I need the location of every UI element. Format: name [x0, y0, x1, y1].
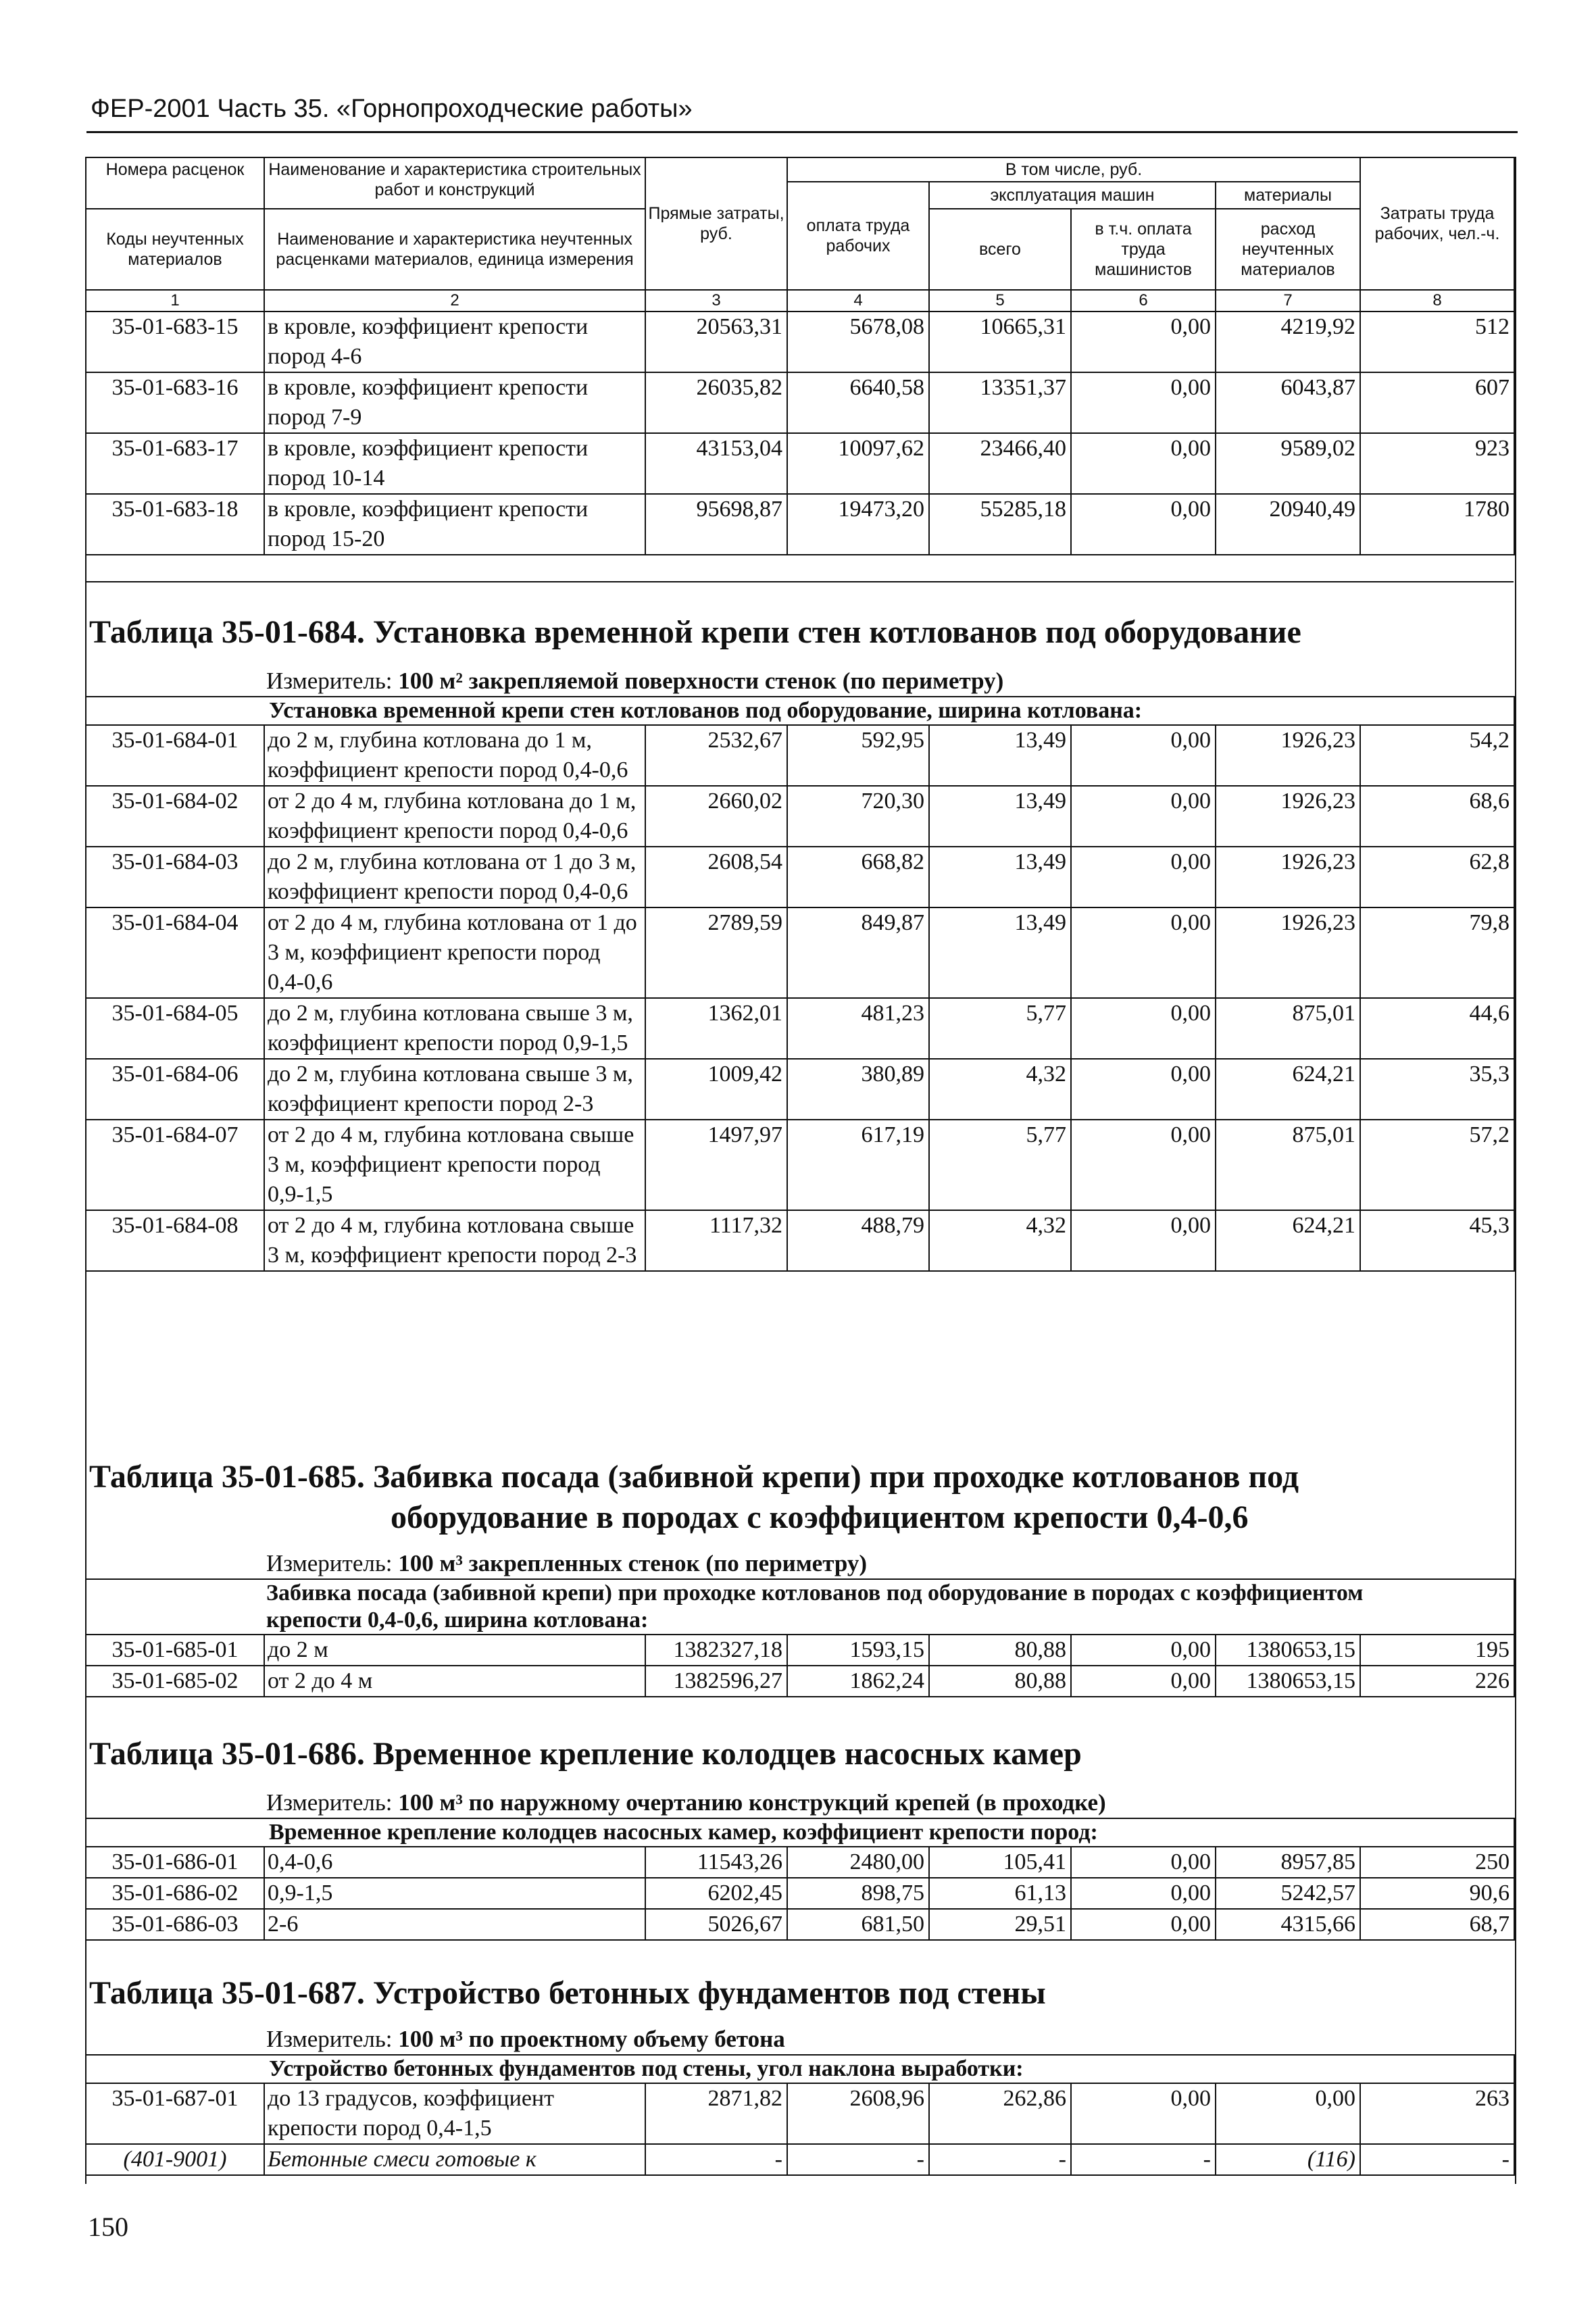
machines-total: 61,13 [929, 1878, 1071, 1909]
direct-cost: 95698,87 [645, 494, 787, 555]
direct-cost: 20563,31 [645, 312, 787, 372]
rate-name: от 2 до 4 м [264, 1666, 645, 1697]
materials-cost: 875,01 [1216, 998, 1360, 1059]
col-header-1: Номера расценок [86, 157, 264, 209]
machinists-pay: 0,00 [1071, 494, 1216, 555]
col-header-8: Затраты труда рабочих, чел.-ч. [1360, 157, 1514, 290]
labor-pay: 2480,00 [787, 1847, 929, 1878]
table-row [86, 1847, 1514, 1878]
labor-hours: 79,8 [1360, 907, 1514, 998]
col-header-2: Наименование и характеристика строительных работ и конструкций [264, 157, 645, 209]
labor-pay: 1593,15 [787, 1635, 929, 1666]
table-row [86, 1210, 1514, 1271]
section-heading [86, 1579, 1514, 1635]
labor-pay: 668,82 [787, 847, 929, 907]
materials-cost: 1926,23 [1216, 725, 1360, 786]
measure-label: Измеритель: [266, 1550, 399, 1576]
labor-hours: 62,8 [1360, 847, 1514, 907]
direct-cost: 2608,54 [645, 847, 787, 907]
machines-total: 13,49 [929, 725, 1071, 786]
machinists-pay: 0,00 [1071, 786, 1216, 847]
table-row [86, 1666, 1514, 1697]
table-684-title: Таблица 35-01-684. Установка временной крепи стен котлованов под оборудование [89, 614, 1301, 650]
rate-code: 35-01-684-08 [86, 1210, 264, 1271]
rate-name: до 2 м, глубина котлована от 1 до 3 м, коэффициент крепости пород 0,4-0,6 [264, 847, 645, 907]
rate-name: до 2 м, глубина котлована свыше 3 м, коэффициент крепости пород 0,9-1,5 [264, 998, 645, 1059]
direct-cost: 6202,45 [645, 1878, 787, 1909]
section-heading-line1: Забивка посада (забивной крепи) при проходке котлованов под оборудование в породах с коэффициентом [266, 1580, 1364, 1605]
labor-hours: 68,7 [1360, 1909, 1514, 1940]
table-row [86, 372, 1514, 433]
material-name: Бетонные смеси готовые к [264, 2144, 645, 2175]
table-row [86, 1909, 1514, 1940]
labor-pay: 10097,62 [787, 433, 929, 494]
machines-total: 13,49 [929, 907, 1071, 998]
machines-total: 80,88 [929, 1635, 1071, 1666]
machines-total: 13,49 [929, 847, 1071, 907]
machines-total: 13351,37 [929, 372, 1071, 433]
section-heading: Устройство бетонных фундаментов под стены, угол наклона выработки: [86, 2055, 1514, 2083]
table-685-measure [266, 1550, 867, 1577]
machinists-pay: 0,00 [1071, 1666, 1216, 1697]
labor-hours: 57,2 [1360, 1120, 1514, 1210]
col-header-incl: В том числе, руб. [787, 157, 1360, 182]
materials-cost: 1926,23 [1216, 907, 1360, 998]
col-num: 8 [1360, 290, 1514, 312]
machinists-pay: 0,00 [1071, 1120, 1216, 1210]
rate-code: 35-01-684-02 [86, 786, 264, 847]
machinists-pay: 0,00 [1071, 1210, 1216, 1271]
materials-cost: 5242,57 [1216, 1878, 1360, 1909]
material-row [86, 2144, 1514, 2175]
rate-name: 0,9-1,5 [264, 1878, 645, 1909]
table-row [86, 312, 1514, 372]
col-num: 1 [86, 290, 264, 312]
table-686-title: Таблица 35-01-686. Временное крепление колодцев насосных камер [89, 1736, 1082, 1772]
rate-name: до 2 м, глубина котлована свыше 3 м, коэффициент крепости пород 2-3 [264, 1059, 645, 1120]
machinists-pay: 0,00 [1071, 433, 1216, 494]
section-divider [85, 581, 1514, 582]
table-row [86, 847, 1514, 907]
rate-name: в кровле, коэффициент крепости пород 10-14 [264, 433, 645, 494]
direct-cost: 2871,82 [645, 2083, 787, 2144]
col-header-codes: Коды неучтенных материалов [86, 209, 264, 290]
labor-pay: 6640,58 [787, 372, 929, 433]
machinists-pay: 0,00 [1071, 998, 1216, 1059]
machines-total: 4,32 [929, 1059, 1071, 1120]
machines-total: 29,51 [929, 1909, 1071, 1940]
machinists-pay: 0,00 [1071, 312, 1216, 372]
machinists-pay: 0,00 [1071, 372, 1216, 433]
col-header-4: оплата труда рабочих [787, 182, 929, 290]
labor-hours: 90,6 [1360, 1878, 1514, 1909]
rate-name: в кровле, коэффициент крепости пород 4-6 [264, 312, 645, 372]
material-code: (401-9001) [86, 2144, 264, 2175]
direct-cost: 5026,67 [645, 1909, 787, 1940]
col-num: 6 [1071, 290, 1216, 312]
rate-code: 35-01-684-03 [86, 847, 264, 907]
col-header-materials-desc: Наименование и характеристика неучтенных расценками материалов, единица измерения [264, 209, 645, 290]
labor-pay: 849,87 [787, 907, 929, 998]
table-row [86, 1120, 1514, 1210]
materials-cost: 624,21 [1216, 1210, 1360, 1271]
table-687-measure [266, 2026, 785, 2053]
machines-total: 13,49 [929, 786, 1071, 847]
direct-cost: - [645, 2144, 787, 2175]
table-685 [85, 1578, 1515, 1697]
rate-name: от 2 до 4 м, глубина котлована от 1 до 3 м, коэффициент крепости пород 0,4-0,6 [264, 907, 645, 998]
machinists-pay: 0,00 [1071, 725, 1216, 786]
labor-pay: 720,30 [787, 786, 929, 847]
page-number: 150 [88, 2212, 128, 2242]
labor-hours: - [1360, 2144, 1514, 2175]
materials-cost: 4315,66 [1216, 1909, 1360, 1940]
col-num: 4 [787, 290, 929, 312]
rate-code: 35-01-684-07 [86, 1120, 264, 1210]
machinists-pay: 0,00 [1071, 2083, 1216, 2144]
rate-code: 35-01-683-18 [86, 494, 264, 555]
machines-total: 262,86 [929, 2083, 1071, 2144]
labor-pay: 1862,24 [787, 1666, 929, 1697]
measure-value: 100 м³ закрепленных стенок (по периметру) [398, 1550, 867, 1576]
direct-cost: 2789,59 [645, 907, 787, 998]
rate-code: 35-01-687-01 [86, 2083, 264, 2144]
table-685-title [89, 1457, 1299, 1538]
table-row [86, 725, 1514, 786]
machines-total: 4,32 [929, 1210, 1071, 1271]
labor-pay: 898,75 [787, 1878, 929, 1909]
section-heading: Временное крепление колодцев насосных камер, коэффициент крепости пород: [86, 1818, 1514, 1847]
labor-pay: 19473,20 [787, 494, 929, 555]
rate-name: до 2 м [264, 1635, 645, 1666]
machines-total: 23466,40 [929, 433, 1071, 494]
rate-name: до 13 градусов, коэффициент крепости пород 0,4-1,5 [264, 2083, 645, 2144]
direct-cost: 1009,42 [645, 1059, 787, 1120]
labor-pay: - [787, 2144, 929, 2175]
direct-cost: 2660,02 [645, 786, 787, 847]
labor-hours: 226 [1360, 1666, 1514, 1697]
table-686 [85, 1818, 1515, 1941]
measure-label: Измеритель: [266, 1789, 399, 1816]
col-header-6: в т.ч. оплата труда машинистов [1071, 209, 1216, 290]
materials-cost: 20940,49 [1216, 494, 1360, 555]
table-686-measure [266, 1789, 1106, 1816]
materials-cost: 6043,87 [1216, 372, 1360, 433]
labor-hours: 923 [1360, 433, 1514, 494]
measure-value: 100 м³ по проектному объему бетона [398, 2026, 785, 2052]
table-row [86, 1059, 1514, 1120]
table-row [86, 907, 1514, 998]
rate-name: в кровле, коэффициент крепости пород 7-9 [264, 372, 645, 433]
table-row [86, 998, 1514, 1059]
col-num: 7 [1216, 290, 1360, 312]
col-header-5: всего [929, 209, 1071, 290]
labor-hours: 263 [1360, 2083, 1514, 2144]
labor-pay: 380,89 [787, 1059, 929, 1120]
machinists-pay: 0,00 [1071, 1878, 1216, 1909]
direct-cost: 43153,04 [645, 433, 787, 494]
labor-hours: 195 [1360, 1635, 1514, 1666]
machinists-pay: 0,00 [1071, 1635, 1216, 1666]
labor-hours: 68,6 [1360, 786, 1514, 847]
labor-hours: 44,6 [1360, 998, 1514, 1059]
rate-code: 35-01-684-05 [86, 998, 264, 1059]
rate-code: 35-01-686-01 [86, 1847, 264, 1878]
labor-hours: 35,3 [1360, 1059, 1514, 1120]
materials-cost: 1926,23 [1216, 786, 1360, 847]
materials-cost: 8957,85 [1216, 1847, 1360, 1878]
materials-cost: 9589,02 [1216, 433, 1360, 494]
page-header: ФЕР-2001 Часть 35. «Горнопроходческие работы» [91, 95, 693, 123]
machinists-pay: 0,00 [1071, 1847, 1216, 1878]
direct-cost: 1382327,18 [645, 1635, 787, 1666]
table-row [86, 1878, 1514, 1909]
labor-pay: 5678,08 [787, 312, 929, 372]
col-header-3: Прямые затраты, руб. [645, 157, 787, 290]
rate-code: 35-01-683-16 [86, 372, 264, 433]
direct-cost: 2532,67 [645, 725, 787, 786]
machines-total: 105,41 [929, 1847, 1071, 1878]
labor-hours: 250 [1360, 1847, 1514, 1878]
rate-code: 35-01-684-01 [86, 725, 264, 786]
col-num: 3 [645, 290, 787, 312]
materials-cost: 4219,92 [1216, 312, 1360, 372]
table-687-title: Таблица 35-01-687. Устройство бетонных фундаментов под стены [89, 1975, 1046, 2011]
machinists-pay: 0,00 [1071, 1909, 1216, 1940]
rate-code: 35-01-685-02 [86, 1666, 264, 1697]
rate-code: 35-01-684-06 [86, 1059, 264, 1120]
machines-total: 10665,31 [929, 312, 1071, 372]
materials-cost: 1380653,15 [1216, 1666, 1360, 1697]
section-heading: Установка временной крепи стен котлованов под оборудование, ширина котлована: [86, 697, 1514, 725]
materials-cost: 875,01 [1216, 1120, 1360, 1210]
labor-hours: 54,2 [1360, 725, 1514, 786]
labor-hours: 607 [1360, 372, 1514, 433]
col-num: 2 [264, 290, 645, 312]
col-header-7: расход неучтенных материалов [1216, 209, 1360, 290]
materials-cost: 0,00 [1216, 2083, 1360, 2144]
col-header-machines: эксплуатация машин [929, 182, 1216, 209]
machines-total: 5,77 [929, 1120, 1071, 1210]
rate-name: от 2 до 4 м, глубина котлована свыше 3 м, коэффициент крепости пород 0,9-1,5 [264, 1120, 645, 1210]
table-row [86, 2083, 1514, 2144]
labor-pay: 488,79 [787, 1210, 929, 1271]
rate-code: 35-01-683-17 [86, 433, 264, 494]
table-684 [85, 696, 1515, 1272]
section-heading-line2: крепости 0,4-0,6, ширина котлована: [266, 1608, 649, 1633]
machines-total: 55285,18 [929, 494, 1071, 555]
rate-code: 35-01-686-02 [86, 1878, 264, 1909]
table-row [86, 433, 1514, 494]
labor-pay: 681,50 [787, 1909, 929, 1940]
measure-value: 100 м² закрепляемой поверхности стенок (по периметру) [398, 668, 1004, 694]
rate-name: 2-6 [264, 1909, 645, 1940]
labor-hours: 45,3 [1360, 1210, 1514, 1271]
col-num: 5 [929, 290, 1071, 312]
rate-name: в кровле, коэффициент крепости пород 15-20 [264, 494, 645, 555]
rate-name: 0,4-0,6 [264, 1847, 645, 1878]
direct-cost: 26035,82 [645, 372, 787, 433]
machinists-pay: - [1071, 2144, 1216, 2175]
table-683 [85, 157, 1515, 555]
machinists-pay: 0,00 [1071, 1059, 1216, 1120]
machinists-pay: 0,00 [1071, 907, 1216, 998]
table-row [86, 786, 1514, 847]
labor-pay: 2608,96 [787, 2083, 929, 2144]
measure-label: Измеритель: [266, 668, 399, 694]
direct-cost: 11543,26 [645, 1847, 787, 1878]
labor-hours: 1780 [1360, 494, 1514, 555]
materials-cost: 1926,23 [1216, 847, 1360, 907]
labor-pay: 617,19 [787, 1120, 929, 1210]
rate-code: 35-01-684-04 [86, 907, 264, 998]
rate-name: от 2 до 4 м, глубина котлована до 1 м, коэффициент крепости пород 0,4-0,6 [264, 786, 645, 847]
materials-cost: 1380653,15 [1216, 1635, 1360, 1666]
table-row [86, 1635, 1514, 1666]
direct-cost: 1497,97 [645, 1120, 787, 1210]
labor-pay: 481,23 [787, 998, 929, 1059]
machines-total: 5,77 [929, 998, 1071, 1059]
rate-code: 35-01-685-01 [86, 1635, 264, 1666]
table-685-title-line1: Таблица 35-01-685. Забивка посада (забивной крепи) при проходке котлованов под [89, 1459, 1299, 1495]
machines-total: - [929, 2144, 1071, 2175]
materials-cost: 624,21 [1216, 1059, 1360, 1120]
table-row [86, 494, 1514, 555]
direct-cost: 1362,01 [645, 998, 787, 1059]
rate-name: до 2 м, глубина котлована до 1 м, коэффициент крепости пород 0,4-0,6 [264, 725, 645, 786]
table-685-title-line2: оборудование в породах с коэффициентом крепости 0,4-0,6 [391, 1499, 1249, 1535]
table-687 [85, 2054, 1515, 2176]
col-header-materials: материалы [1216, 182, 1360, 209]
measure-label: Измеритель: [266, 2026, 399, 2052]
machines-total: 80,88 [929, 1666, 1071, 1697]
direct-cost: 1117,32 [645, 1210, 787, 1271]
header-rule [86, 131, 1518, 133]
machinists-pay: 0,00 [1071, 847, 1216, 907]
measure-value: 100 м³ по наружному очертанию конструкций крепей (в проходке) [398, 1789, 1106, 1816]
labor-pay: 592,95 [787, 725, 929, 786]
labor-hours: 512 [1360, 312, 1514, 372]
rate-code: 35-01-686-03 [86, 1909, 264, 1940]
direct-cost: 1382596,27 [645, 1666, 787, 1697]
rate-code: 35-01-683-15 [86, 312, 264, 372]
rate-name: от 2 до 4 м, глубина котлована свыше 3 м, коэффициент крепости пород 2-3 [264, 1210, 645, 1271]
table-684-measure [266, 668, 1003, 695]
materials-cost: (116) [1216, 2144, 1360, 2175]
